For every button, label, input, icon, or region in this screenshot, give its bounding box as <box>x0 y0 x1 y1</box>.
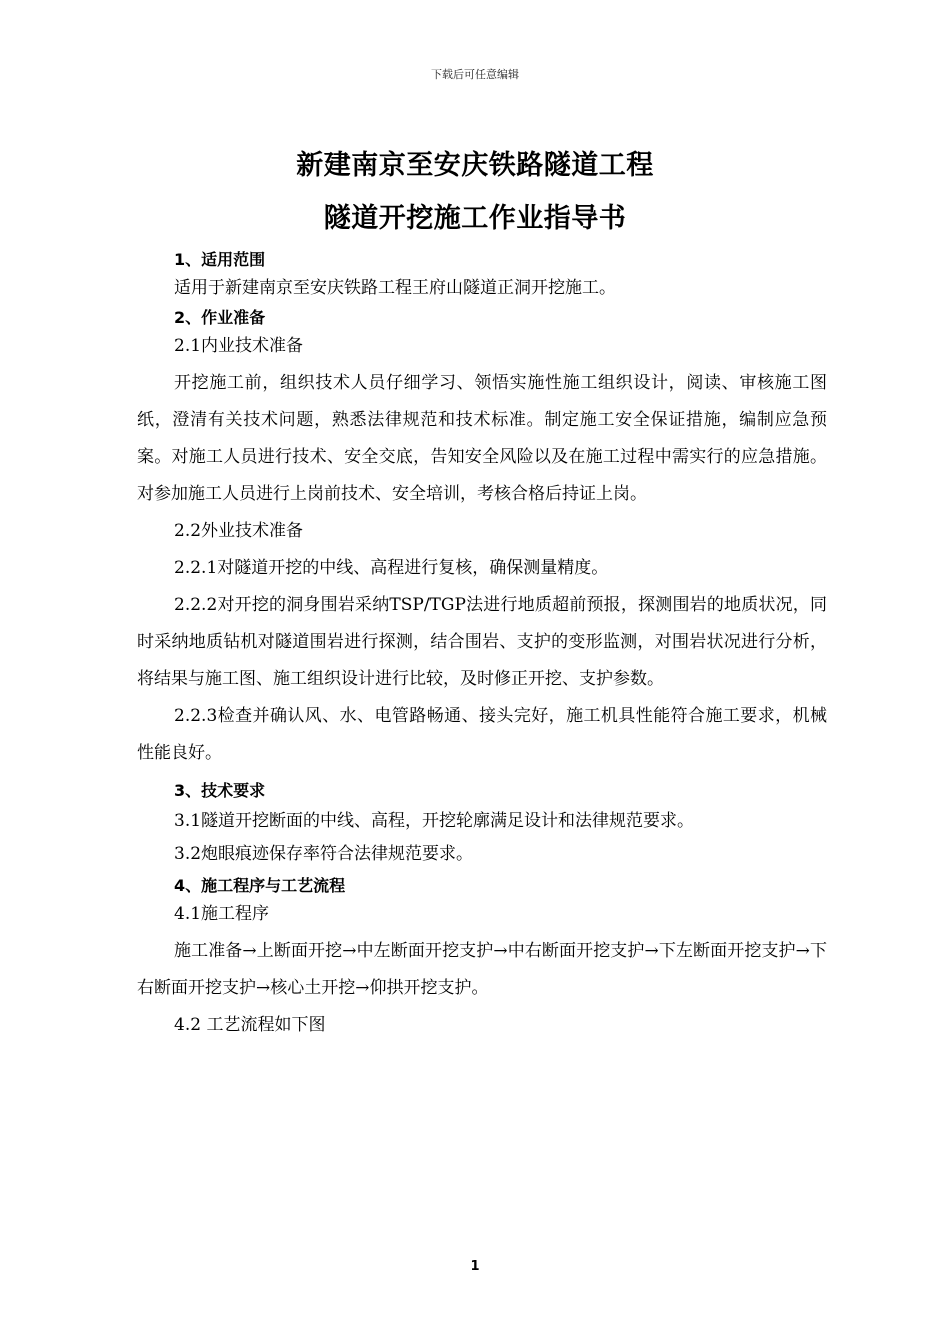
section-2-1-title: 2.1内业技术准备 <box>174 336 304 356</box>
header-note: 下载后可任意编辑 <box>431 68 519 81</box>
document-title-line-2: 隧道开挖施工作业指导书 <box>323 203 627 234</box>
section-1-heading: 1、适用范围 <box>174 250 266 269</box>
document-title-line-1: 新建南京至安庆铁路隧道工程 <box>296 150 654 181</box>
section-4-1-title: 4.1施工程序 <box>174 904 270 924</box>
section-3-1-text: 3.1隧道开挖断面的中线、高程，开挖轮廓满足设计和法律规范要求。 <box>174 811 695 831</box>
section-3-2-text: 3.2炮眼痕迹保存率符合法律规范要求。 <box>174 844 474 864</box>
section-2-1-paragraph: 开挖施工前，组织技术人员仔细学习、领悟实施性施工组织设计，阅读、审核施工图纸，澄清有关技术问题，熟悉法律规范和技术标准。制定施工安全保证措施，编制应急预案。对施工人员进行技术、安全交底，告知安全风险以及在施工过程中需实行的应急措施。对参加施工人员进行上岗前技术、安全培训，考核合格后持证上岗。 <box>137 373 827 504</box>
section-2-2-title: 2.2外业技术准备 <box>174 521 304 541</box>
page-number: 1 <box>470 1259 480 1274</box>
section-3-heading: 3、技术要求 <box>174 781 266 800</box>
section-2-2-2-paragraph: 2.2.2对开挖的洞身围岩采纳TSP/TGP法进行地质超前预报，探测围岩的地质状况，同时采纳地质钻机对隧道围岩进行探测，结合围岩、支护的变形监测，对围岩状况进行分析，将结果与施工图、施工组织设计进行比较，及时修正开挖、支护参数。 <box>137 595 827 689</box>
section-4-heading: 4、施工程序与工艺流程 <box>174 876 346 895</box>
section-2-2-1-paragraph: 2.2.1对隧道开挖的中线、高程进行复核，确保测量精度。 <box>174 558 609 578</box>
document-body <box>137 245 827 1044</box>
section-1-text: 适用于新建南京至安庆铁路工程王府山隧道正洞开挖施工。 <box>174 278 616 298</box>
section-4-1-paragraph: 施工准备→上断面开挖→中左断面开挖支护→中右断面开挖支护→下左断面开挖支护→下右断面开挖支护→核心土开挖→仰拱开挖支护。 <box>137 941 827 998</box>
section-2-2-3-paragraph: 2.2.3检查并确认风、水、电管路畅通、接头完好，施工机具性能符合施工要求，机械性能良好。 <box>137 706 827 763</box>
section-4-2-title: 4.2 工艺流程如下图 <box>174 1015 326 1035</box>
section-2-heading: 2、作业准备 <box>174 308 266 327</box>
